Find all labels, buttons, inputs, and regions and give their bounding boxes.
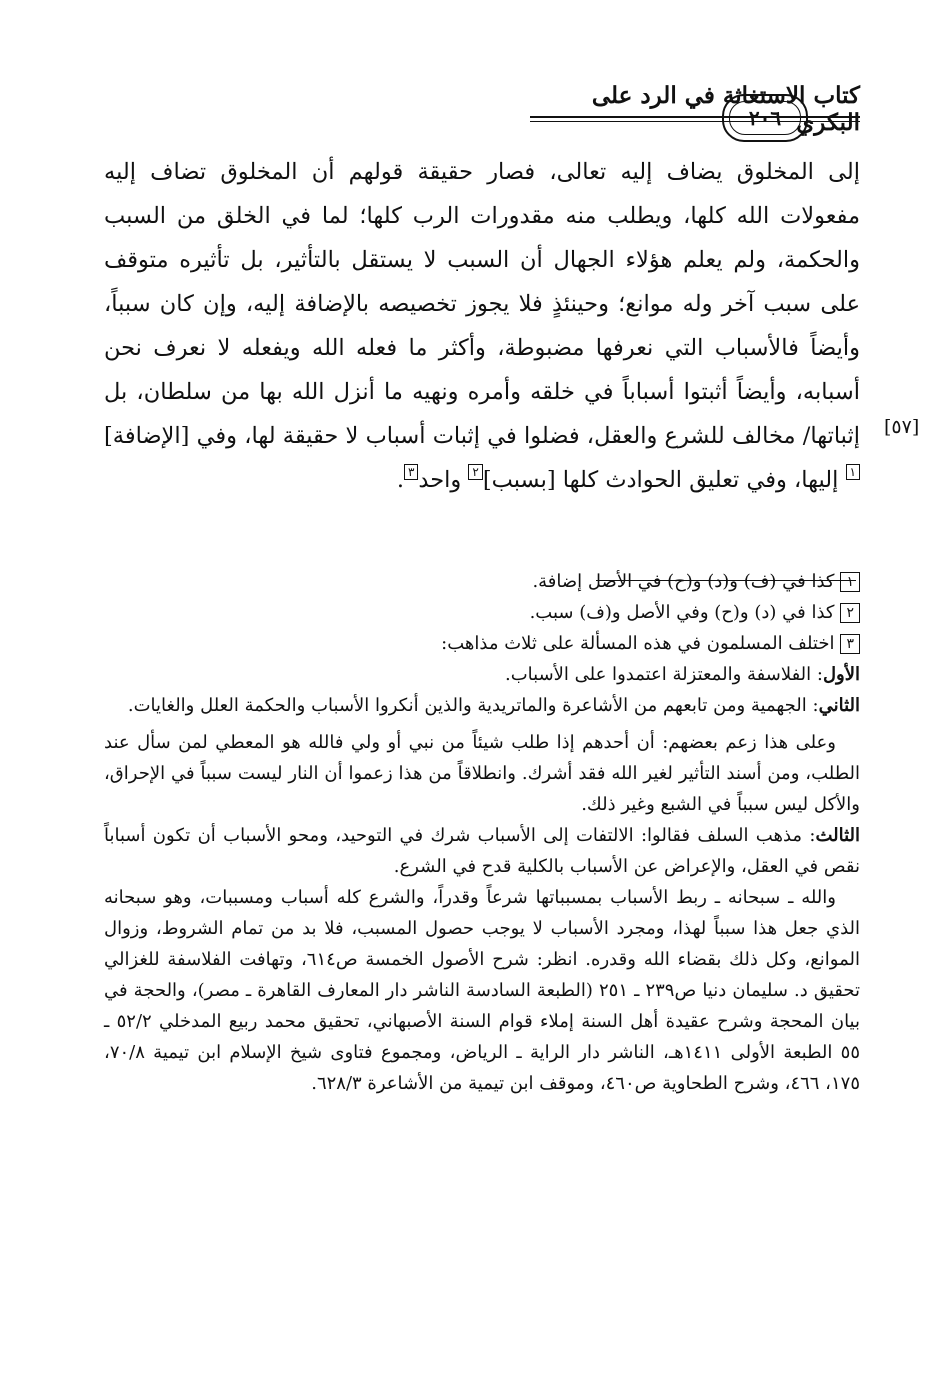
footnote-text: كذا في (ف) و(د) و(ح) في الأصل إضافة. bbox=[532, 571, 835, 592]
text-segment: إلى المخلوق يضاف إليه تعالى، فصار حقيقة قولهم أن المخلوق تضاف إليه مفعولات الله كلها، ويطلب منه مقدورات الرب كلها؛ لما في الخلق من السبب والحكمة، ولم يعلم هؤلاء الجهال أن السبب لا يستقل بالتأثير، بل تأثيره متوقف على سبب آخر وله موانع؛ وحينئذٍ فلا يجوز تخصيصه بالإضافة إليه، وإن كان سبباً، وأيضاً فالأسباب التي نعرفها مضبوطة، وأكثر ما فعله الله ويفعله لا نعرف نحن أسبابه، وأيضاً أثبتوا أسباباً في خلقه وأمره ونهيه ما أنزل الله بها من سلطان، بل إثباتها/ مخالف للشرع والعقل، فضلوا في إثبات أسباب لا حقيقة لها، وفي [الإضافة] bbox=[104, 159, 860, 449]
footnote-number-2: ٢ bbox=[840, 603, 860, 623]
footnote-text: كذا في (د) و(ح) وفي الأصل و(ف) سبب. bbox=[529, 602, 835, 623]
text-segment: . bbox=[396, 467, 404, 493]
footnote-number-3: ٣ bbox=[840, 634, 860, 654]
footnote-item-second bbox=[104, 690, 860, 721]
header-rule-short bbox=[812, 116, 860, 122]
item-text: : الفلاسفة والمعتزلة اعتمدوا على الأسباب. bbox=[504, 664, 823, 685]
footnote-2 bbox=[104, 597, 860, 628]
manuscript-folio-marker: [٥٧] bbox=[884, 416, 920, 438]
text-segment: واحد bbox=[418, 467, 469, 493]
footnote-ref-1: ١ bbox=[846, 464, 860, 480]
footnote-paragraph: والله ـ سبحانه ـ ربط الأسباب بمسبباتها شرعاً وقدراً، والشرع كله أسباب ومسببات، وهو سبحانه الذي جعل هذا سبباً لهذا، ومجرد الأسباب لا يوجب حصول المسبب، فلا بد من تمام الشروط، وزوال الموانع، وكل ذلك بقضاء الله وقدره. انظر: شرح الأصول الخمسة ص٦١٤، وتهافت الفلاسفة للغزالي تحقيق د. سليمان دنيا ص٢٣٩ ـ ٢٥١ (الطبعة السادسة الناشر دار المعارف القاهرة ـ مصر)، والحجة في بيان المحجة وشرح عقيدة أهل السنة إملاء قوام السنة الأصبهاني، تحقيق محمد ربيع المدخلي ٥٢/٢ ـ ٥٥ الطبعة الأولى ١٤١١هـ، الناشر دار الراية ـ الرياض، ومجموع فتاوى شيخ الإسلام ابن تيمية ٧٠/٨، ١٧٥، ٤٦٦، وشرح الطحاوية ص٤٦٠، وموقف ابن تيمية من الأشاعرة ٦٢٨/٣. bbox=[104, 887, 860, 1094]
item-text: : مذهب السلف فقالوا: الالتفات إلى الأسباب شرك في التوحيد، ومحو الأسباب أن تكون أسباباً نقص في العقل، والإعراض عن الأسباب بالكلية قدح في الشرع. bbox=[104, 825, 860, 877]
footnote-ref-3: ٣ bbox=[404, 464, 418, 480]
footnote-number-1: ١ bbox=[840, 572, 860, 592]
main-paragraph bbox=[104, 150, 860, 502]
running-title: كتاب الاستغاثة في الرد على البكري bbox=[591, 82, 860, 136]
footnote-ref-2: ٢ bbox=[468, 464, 482, 480]
footnote-3 bbox=[104, 628, 860, 659]
footnote-item-third bbox=[104, 820, 860, 882]
text-segment: إليها، وفي تعليق الحوادث كلها [بسبب] bbox=[482, 467, 846, 493]
item-text: : الجهمية ومن تابعهم من الأشاعرة والماتريدية والذين أنكروا الأسباب والحكمة العلل والغايات. bbox=[127, 695, 819, 716]
item-label: الثاني bbox=[818, 695, 860, 716]
header-rule bbox=[530, 116, 860, 122]
page-number: ٢٠٦ bbox=[729, 101, 801, 135]
footnote-item-first bbox=[104, 659, 860, 690]
footnotes bbox=[104, 566, 860, 1099]
page-header bbox=[100, 74, 860, 134]
page-number-frame bbox=[722, 94, 808, 142]
main-text bbox=[104, 150, 860, 502]
footnote-paragraph: وعلى هذا زعم بعضهم: أن أحدهم إذا طلب شيئاً من نبي أو ولي فالله هو المعطي لمن سأل عند الطلب، ومن أسند التأثير لغير الله فقد أشرك. وانطلاقاً من هذا زعموا أن النار ليست سبباً في الإحراق، والأكل ليس سبباً في الشبع وغير ذلك. bbox=[104, 732, 860, 815]
footnote-1 bbox=[104, 566, 860, 597]
item-label: الثالث bbox=[815, 825, 860, 846]
item-label: الأول bbox=[822, 664, 860, 685]
footnote-text: اختلف المسلمون في هذه المسألة على ثلاث مذاهب: bbox=[441, 633, 835, 654]
